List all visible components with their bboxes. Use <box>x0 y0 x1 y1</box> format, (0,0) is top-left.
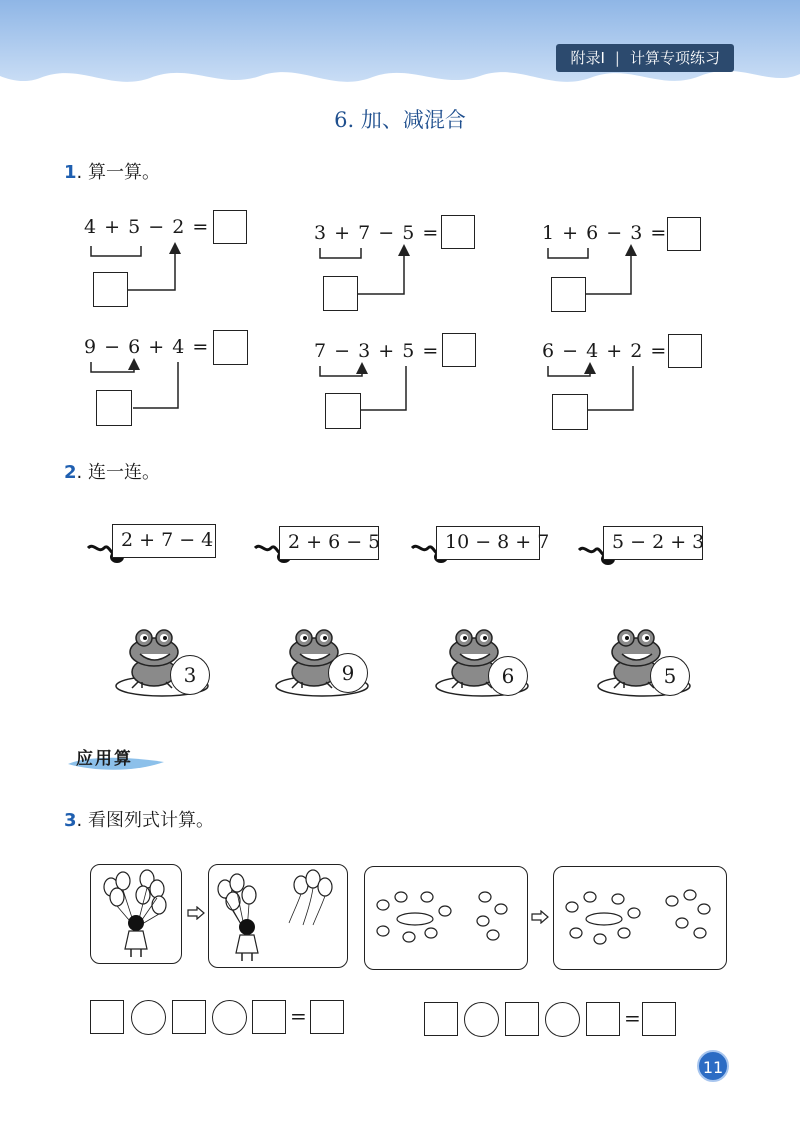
q1-p6-answer-box[interactable] <box>668 334 702 368</box>
frog-number-bubble[interactable] <box>488 656 528 696</box>
page-number: 11 <box>697 1050 729 1082</box>
q2-number: 2 <box>64 462 77 483</box>
operand: 4 <box>586 340 600 362</box>
equals-sign: = <box>650 340 668 362</box>
q2-label: . 连一连。 <box>76 462 160 483</box>
q1-label: . 算一算。 <box>76 162 160 183</box>
operand: 6 <box>542 340 556 362</box>
operator: − <box>104 336 122 358</box>
operand: 7 <box>314 340 328 362</box>
operand: 4 <box>172 336 186 358</box>
equals-sign: = <box>422 222 440 244</box>
q2-expression-1[interactable]: 2 + 7 − 4 <box>112 524 216 558</box>
operator: − <box>334 340 352 362</box>
q1-p4-answer-box[interactable] <box>213 330 248 365</box>
operand: 1 <box>542 222 556 244</box>
header-separator: | <box>614 49 620 67</box>
frog-number-bubble[interactable] <box>328 653 368 693</box>
q3a-circle-2[interactable] <box>212 1000 247 1035</box>
q3-label: . 看图列式计算。 <box>76 810 214 831</box>
arrow-right-icon <box>531 910 549 924</box>
application-tag <box>66 742 166 770</box>
chicks-around-bowl-icon <box>365 867 527 969</box>
q1-p4-step-box[interactable] <box>96 390 132 426</box>
q1-problem-1 <box>84 216 209 238</box>
operand: 7 <box>358 222 372 244</box>
q1-number: 1 <box>64 162 77 183</box>
q3b-box-1[interactable] <box>424 1002 458 1036</box>
operand: 6 <box>586 222 600 244</box>
operator: + <box>148 336 166 358</box>
q1-p2-answer-box[interactable] <box>441 215 475 249</box>
girl-with-balloons-icon <box>91 865 181 963</box>
operator: + <box>378 340 396 362</box>
q3a-box-1[interactable] <box>90 1000 124 1034</box>
operand: 9 <box>84 336 98 358</box>
girl-with-flying-balloons-icon <box>209 865 347 967</box>
q1-p3-answer-box[interactable] <box>667 217 701 251</box>
frog-number-bubble[interactable] <box>170 655 210 695</box>
q3-heading <box>64 806 214 832</box>
equals-sign: = <box>192 216 210 238</box>
operand: 5 <box>402 222 416 244</box>
q2-expression-2[interactable]: 2 + 6 − 5 <box>279 526 379 560</box>
header-section: 附录Ⅰ <box>570 49 605 67</box>
q3b-result-box[interactable] <box>642 1002 676 1036</box>
header-tag <box>556 44 734 72</box>
q3a-circle-1[interactable] <box>131 1000 166 1035</box>
chicks-picture-before <box>364 866 528 970</box>
operator: − <box>378 222 396 244</box>
balloon-picture-before <box>90 864 182 964</box>
application-tag-label: 应用算 <box>76 749 133 769</box>
balloon-picture-after <box>208 864 348 968</box>
q1-heading <box>64 158 160 184</box>
q3b-circle-2[interactable] <box>545 1002 580 1037</box>
q3b-box-3[interactable] <box>586 1002 620 1036</box>
equals-sign: = <box>192 336 210 358</box>
chicks-picture-after <box>553 866 727 970</box>
q3b-equals-sign: = <box>624 1006 641 1030</box>
q2-expression-3[interactable]: 10 − 8 + 7 <box>436 526 540 560</box>
q1-p2-step-box[interactable] <box>323 276 358 311</box>
frog-number: 5 <box>663 664 677 688</box>
frog-number: 3 <box>183 663 197 687</box>
operator: + <box>562 222 580 244</box>
header-topic: 计算专项练习 <box>629 49 720 67</box>
q3a-result-box[interactable] <box>310 1000 344 1034</box>
q1-p6-step-box[interactable] <box>552 394 588 430</box>
q1-p5-step-box[interactable] <box>325 393 361 429</box>
q3b-box-2[interactable] <box>505 1002 539 1036</box>
operand: 4 <box>84 216 98 238</box>
q1-problem-5 <box>314 340 439 362</box>
operand: 5 <box>402 340 416 362</box>
q2-expression-4[interactable]: 5 − 2 + 3 <box>603 526 703 560</box>
operand: 3 <box>630 222 644 244</box>
operand: 5 <box>128 216 142 238</box>
operator: + <box>606 340 624 362</box>
operator: + <box>104 216 122 238</box>
operand: 6 <box>128 336 142 358</box>
operator: − <box>606 222 624 244</box>
chicks-around-bowl-icon <box>554 867 726 969</box>
q1-problem-6 <box>542 340 667 362</box>
page-title: 6. 加、减混合 <box>334 108 466 132</box>
operator: − <box>562 340 580 362</box>
operand: 3 <box>314 222 328 244</box>
q1-p3-step-box[interactable] <box>551 277 586 312</box>
frog-number-bubble[interactable] <box>650 656 690 696</box>
q3-number: 3 <box>64 810 77 831</box>
frog-number: 6 <box>501 664 515 688</box>
q3a-box-2[interactable] <box>172 1000 206 1034</box>
arrow-right-icon <box>187 906 205 920</box>
operand: 2 <box>172 216 186 238</box>
operand: 2 <box>630 340 644 362</box>
q1-problem-2 <box>314 222 439 244</box>
operand: 3 <box>358 340 372 362</box>
equals-sign: = <box>422 340 440 362</box>
frog-number: 9 <box>341 661 355 685</box>
q1-problem-3 <box>542 222 667 244</box>
operator: − <box>148 216 166 238</box>
q3b-circle-1[interactable] <box>464 1002 499 1037</box>
q2-heading <box>64 458 160 484</box>
q1-p1-answer-box[interactable] <box>213 210 247 244</box>
q1-problem-4 <box>84 336 209 358</box>
q3a-box-3[interactable] <box>252 1000 286 1034</box>
equals-sign: = <box>650 222 668 244</box>
operator: + <box>334 222 352 244</box>
q1-p1-step-box[interactable] <box>93 272 128 307</box>
q1-p5-answer-box[interactable] <box>442 333 476 367</box>
q3a-equals-sign: = <box>290 1004 307 1028</box>
